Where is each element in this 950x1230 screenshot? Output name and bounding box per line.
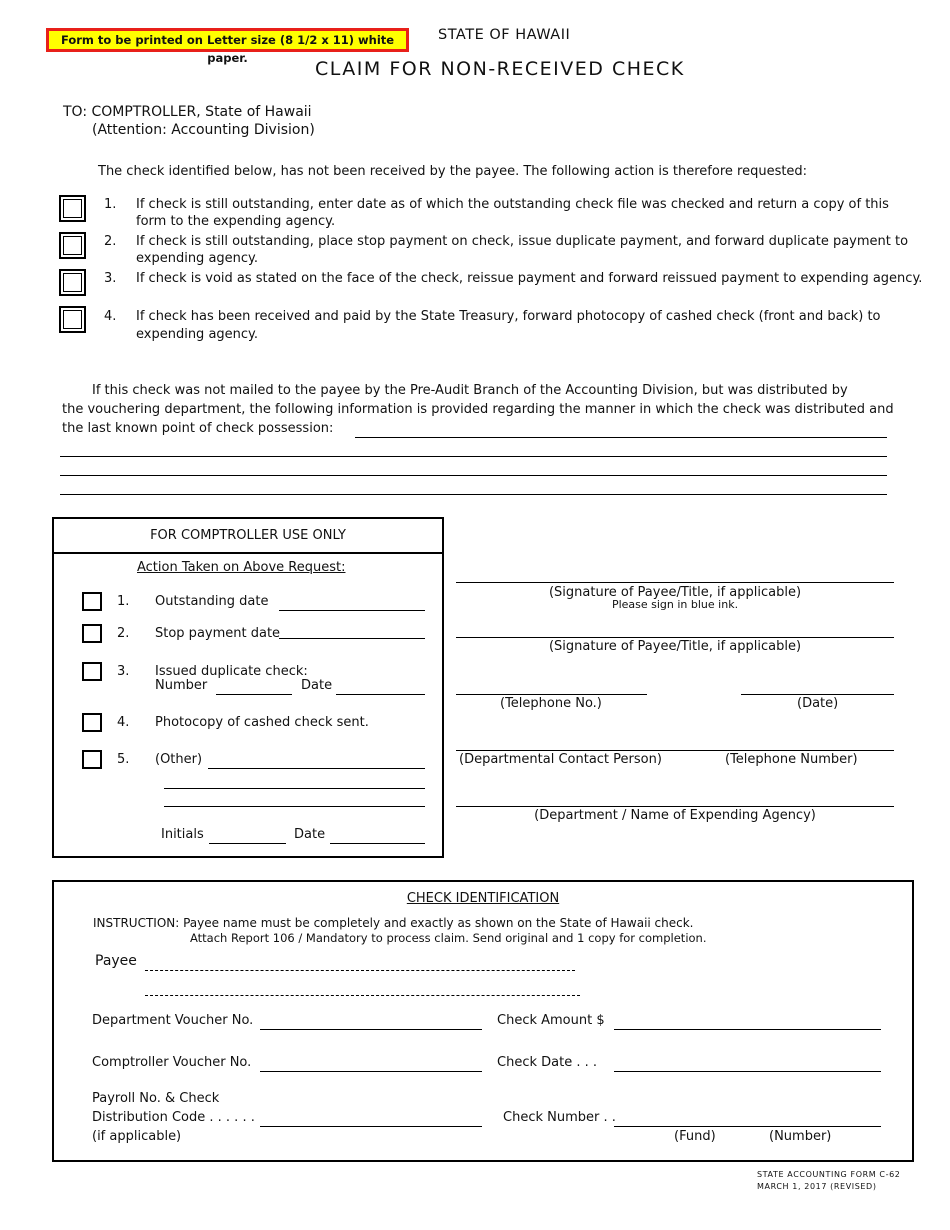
dept-voucher-field[interactable] [260,1029,482,1030]
action-taken-heading: Action Taken on Above Request: [137,560,346,575]
payee-signature-1-label: (Signature of Payee/Title, if applicable) [548,585,802,600]
comptroller-heading: FOR COMPTROLLER USE ONLY [54,519,442,554]
dept-voucher-label: Department Voucher No. [92,1013,254,1028]
duplicate-date-label: Date [301,678,333,693]
check-date-field[interactable] [614,1071,881,1072]
outstanding-date-checkbox[interactable] [82,592,102,611]
outstanding-date-field[interactable] [279,610,425,611]
request-1-number: 1. [104,197,117,212]
action-4-label: Photocopy of cashed check sent. [155,715,369,730]
form-id: STATE ACCOUNTING FORM C-62 [757,1170,901,1179]
instruction-line-1: INSTRUCTION: Payee name must be completely and exactly as shown on the State of Hawaii check. [93,916,694,930]
request-4-text-cont: expending agency. [136,327,259,342]
payee-label: Payee [95,953,137,969]
check-number-field[interactable] [614,1126,881,1127]
telephone-number-label: (Telephone Number) [725,752,858,767]
stop-payment-checkbox[interactable] [82,624,102,643]
date-field[interactable] [741,694,894,695]
initials-date-label: Date [294,827,326,842]
possession-field-line-2[interactable] [60,456,887,457]
action-5-number: 5. [117,752,130,767]
distribution-text-1: If this check was not mailed to the payee by the Pre-Audit Branch of the Accounting Division, but was distributed by [92,383,848,398]
check-identification-heading: CHECK IDENTIFICATION [406,891,560,906]
duplicate-check-checkbox[interactable] [82,662,102,681]
instruction-line-2: Attach Report 106 / Mandatory to process claim. Send original and 1 copy for completion. [190,931,707,945]
stop-payment-date-field[interactable] [279,638,425,639]
request-2-number: 2. [104,234,117,249]
duplicate-number-field[interactable] [216,694,292,695]
distribution-text-2: the vouchering department, the following information is provided regarding the manner in which the check was distributed and [62,402,894,417]
request-2-text: If check is still outstanding, place stop payment on check, issue duplicate payment, and forward duplicate payment to [136,234,909,249]
check-amount-field[interactable] [614,1029,881,1030]
department-field[interactable] [456,806,894,807]
intro-text: The check identified below, has not been received by the payee. The following action is therefore requested: [98,164,808,179]
possession-field-line[interactable] [355,437,887,438]
action-1-label: Outstanding date [155,594,269,609]
request-3-text: If check is void as stated on the face of the check, reissue payment and forward reissued payment to expending agency. [136,271,923,286]
initials-label: Initials [161,827,204,842]
print-notice: Form to be printed on Letter size (8 1/2 x 11) white paper. [46,28,409,52]
comp-voucher-label: Comptroller Voucher No. [92,1055,252,1070]
page-title: CLAIM FOR NON-RECEIVED CHECK [315,58,685,80]
other-field-line-3[interactable] [164,806,425,807]
initials-date-field[interactable] [330,843,425,844]
action-3-number: 3. [117,664,130,679]
contact-person-field[interactable] [456,750,894,751]
other-field-line-2[interactable] [164,788,425,789]
check-amount-label: Check Amount $ [497,1013,605,1028]
payroll-label-3: (if applicable) [92,1129,182,1144]
action-1-number: 1. [117,594,130,609]
form-revised-date: MARCH 1, 2017 (REVISED) [757,1182,877,1191]
request-4-text: If check has been received and paid by the State Treasury, forward photocopy of cashed check (front and back) to [136,309,881,324]
other-field[interactable] [208,768,425,769]
department-label: (Department / Name of Expending Agency) [534,808,816,823]
date-label: (Date) [797,696,839,711]
request-2-text-cont: expending agency. [136,251,259,266]
payee-field[interactable] [145,970,575,971]
request-4-number: 4. [104,309,117,324]
payee-signature-2-label: (Signature of Payee/Title, if applicable) [548,639,802,654]
payee-signature-2-field[interactable] [456,637,894,638]
action-3-label: Issued duplicate check: [155,664,308,679]
duplicate-number-label: Number [155,678,208,693]
photocopy-checkbox[interactable] [82,713,102,732]
fund-label: (Fund) [674,1129,716,1144]
attention-line: (Attention: Accounting Division) [92,122,315,138]
payroll-label-1: Payroll No. & Check [92,1091,220,1106]
comp-voucher-field[interactable] [260,1071,482,1072]
request-1-checkbox[interactable] [59,195,86,222]
contact-person-label: (Departmental Contact Person) [459,752,662,767]
payroll-label-2: Distribution Code . . . . . . [92,1110,255,1125]
request-2-checkbox[interactable] [59,232,86,259]
request-1-text: If check is still outstanding, enter date as of which the outstanding check file was checked and return a copy of this [136,197,889,212]
action-2-label: Stop payment date [155,626,281,641]
duplicate-date-field[interactable] [336,694,425,695]
payee-signature-1-field[interactable] [456,582,894,583]
action-2-number: 2. [117,626,130,641]
action-5-label: (Other) [155,752,203,767]
distribution-text-3: the last known point of check possession: [62,421,334,436]
telephone-label: (Telephone No.) [500,696,602,711]
request-3-number: 3. [104,271,117,286]
request-1-text-cont: form to the expending agency. [136,214,336,229]
to-line: TO: COMPTROLLER, State of Hawaii [63,104,312,120]
telephone-field[interactable] [456,694,647,695]
state-heading: STATE OF HAWAII [438,27,571,43]
payroll-field[interactable] [260,1126,482,1127]
request-3-checkbox[interactable] [59,269,86,296]
payee-field-line-2[interactable] [145,995,580,996]
check-date-label: Check Date . . . [497,1055,597,1070]
possession-field-line-3[interactable] [60,475,887,476]
initials-field[interactable] [209,843,286,844]
check-number-label: Check Number . . [503,1110,616,1125]
other-checkbox[interactable] [82,750,102,769]
blue-ink-note: Please sign in blue ink. [611,598,739,611]
number-label: (Number) [769,1129,832,1144]
possession-field-line-4[interactable] [60,494,887,495]
action-4-number: 4. [117,715,130,730]
request-4-checkbox[interactable] [59,306,86,333]
